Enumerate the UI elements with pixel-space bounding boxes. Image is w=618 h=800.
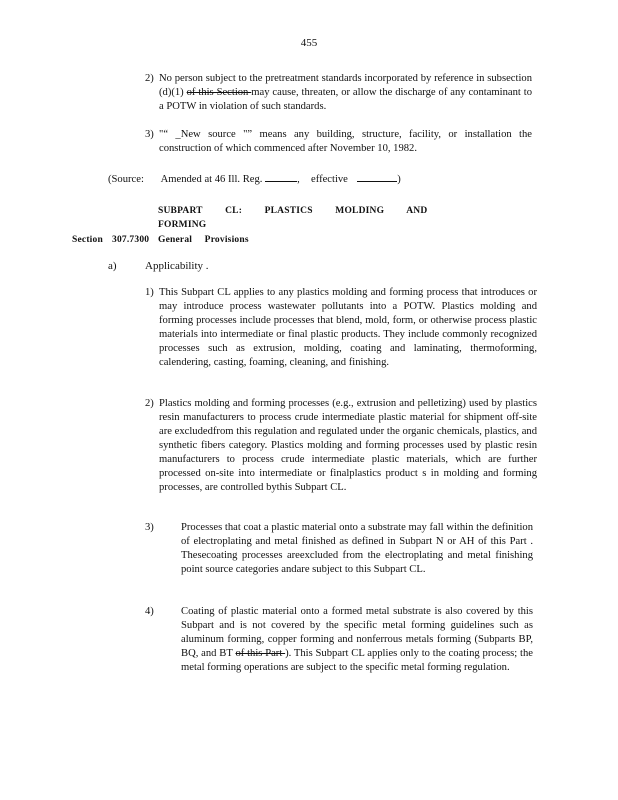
item-3-paragraph: "“ _New source "” means any building, structure, facility, or installation the construction of which commenced after November 10, 1982. bbox=[159, 129, 532, 154]
section-title: General Provisions bbox=[158, 235, 249, 245]
source-close: ) bbox=[397, 174, 401, 185]
source-open: (Source: bbox=[108, 174, 144, 185]
item-2-text-start: No person subject to the pretreatment standards incorporated by reference in subsection (d)(1) bbox=[159, 73, 532, 98]
para-2-text: Plastics molding and forming processes (e.g., extrusion and pelletizing) used by plastics resin manufacturers to process crude intermediate plastic material for shipment off-site are excludedfrom this regulation and regulated under the organic chemicals, plastics, and synthetic fibers category. Plastics molding and forming processes used by plastic resin manufacturers to process crude intermediate plastic materials, which are further processed on-site into intermediate or finalplastics product s in molding and forming processes, are controlled bythis Subpart CL. bbox=[159, 398, 537, 493]
para-4-text-start: Coating of plastic material onto a formed metal substrate is also covered by this Subpart and is not covered by the specific metal forming guidelines such as aluminum forming, copper forming and nonferrous metals forming (Subparts BP, BQ, and BT bbox=[181, 606, 533, 659]
item-2-number: 2) bbox=[145, 73, 154, 84]
subsection-a-title: Applicability . bbox=[145, 260, 209, 272]
para-3-number: 3) bbox=[145, 522, 154, 533]
para-2-number: 2) bbox=[145, 398, 154, 409]
subsection-a-letter: a) bbox=[108, 260, 117, 272]
page-number: 455 bbox=[300, 37, 318, 49]
section-label: Section bbox=[72, 235, 103, 245]
subpart-heading: SUBPART CL: PLASTICS MOLDING AND FORMING bbox=[158, 206, 428, 230]
item-2-text-end: may cause, threaten, or allow the discharge of any contaminant to a POTW in violation of such standards. bbox=[159, 87, 533, 112]
para-4-text-end: ). This Subpart CL applies only to the coating process; the metal forming operations are subject to the specific metal forming regulation. bbox=[181, 648, 533, 673]
item-2-struck-text: of this Section bbox=[186, 87, 252, 98]
para-1-text: This Subpart CL applies to any plastics molding and forming process that introduces or may introduce process wastewater pollutants into a POTW. Plastics molding and forming processes include processes that blend, mold, form, or otherwise process plastic materials into intermediate or final plastic products. They include commonly recognized processes such as extrusion, molding, coating and laminating, thermoforming, calendering, casting, foaming, cleaning, and finishing. bbox=[159, 287, 537, 368]
item-3-number: 3) bbox=[145, 129, 154, 140]
source-blank-2 bbox=[357, 171, 397, 182]
source-text: Amended at 46 Ill. Reg. bbox=[160, 174, 263, 185]
item-2-paragraph bbox=[159, 72, 532, 114]
para-4-paragraph bbox=[181, 605, 533, 675]
section-number: 307.7300 bbox=[112, 235, 150, 245]
source-note: (Source: Amended at 46 Ill. Reg. , effective ) bbox=[108, 171, 528, 187]
para-4-struck-text: of this Part bbox=[235, 648, 286, 659]
para-4-number: 4) bbox=[145, 606, 154, 617]
para-3-text: Processes that coat a plastic material onto a substrate may fall within the definition of electroplating and metal finished as defined in Subpart N or AH of this Part . Thesecoating processes areexcluded from the electroplating and metal finishing point source categories andare subject to this Subpart CL. bbox=[181, 522, 533, 575]
source-effective: effective bbox=[311, 174, 348, 185]
para-1-number: 1) bbox=[145, 287, 154, 298]
source-blank-1 bbox=[265, 171, 297, 182]
